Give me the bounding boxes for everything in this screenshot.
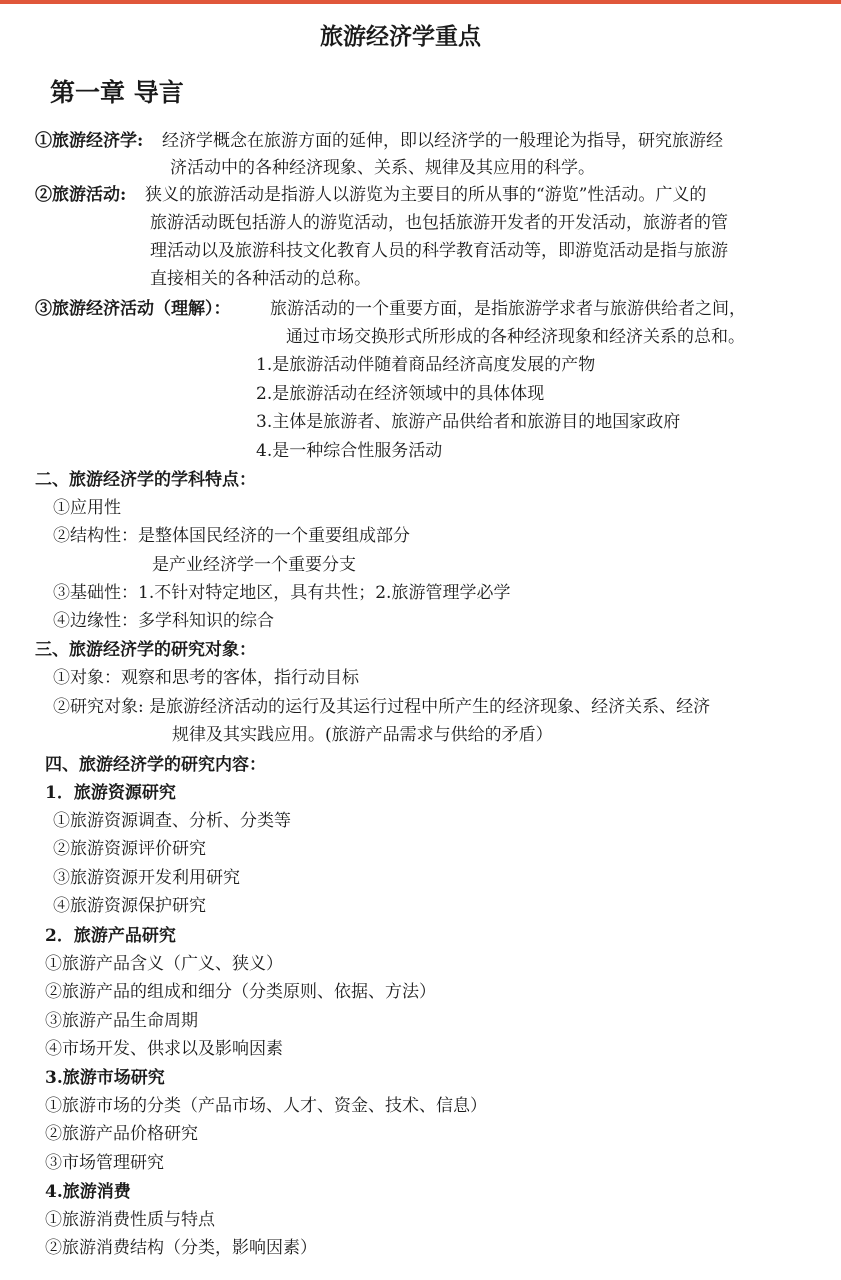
list-item: ②结构性：是整体国民经济的一个重要组成部分 xyxy=(53,526,410,546)
list-item: ③基础性：1.不针对特定地区，具有共性；2.旅游管理学必学 xyxy=(53,583,511,603)
def3-point: 1.是旅游活动伴随着商品经济高度发展的产物 xyxy=(256,355,596,375)
def2-line: 狭义的旅游活动是指游人以游览为主要目的所从事的“游览”性活动。广义的 xyxy=(145,185,707,205)
list-item: ①旅游消费性质与特点 xyxy=(45,1210,215,1230)
list-item: ③旅游产品生命周期 xyxy=(45,1011,198,1031)
section-heading: 二、旅游经济学的学科特点： xyxy=(35,470,256,490)
list-item: ②研究对象: 是旅游经济活动的运行及其运行过程中所产生的经济现象、经济关系、经济 xyxy=(53,697,711,717)
def3-point: 2.是旅游活动在经济领域中的具体体现 xyxy=(256,384,545,404)
subsection-heading: 4.旅游消费 xyxy=(45,1182,131,1202)
chapter-heading: 第一章 导言 xyxy=(50,78,184,107)
list-item: ①应用性 xyxy=(53,498,121,518)
subsection-heading: 1．旅游资源研究 xyxy=(45,783,176,803)
def3-point: 4.是一种综合性服务活动 xyxy=(256,441,443,461)
list-item: ①旅游市场的分类（产品市场、人才、资金、技术、信息） xyxy=(45,1096,487,1116)
def1-line: 济活动中的各种经济现象、关系、规律及其应用的科学。 xyxy=(170,158,595,178)
def3-term: ③旅游经济活动（理解）： xyxy=(35,299,231,319)
list-item: ①旅游产品含义（广义、狭义） xyxy=(45,954,283,974)
list-item: ④市场开发、供求以及影响因素 xyxy=(45,1039,283,1059)
list-item: ③市场管理研究 xyxy=(45,1153,164,1173)
def1-term: ①旅游经济学: xyxy=(35,131,144,151)
def3-line: 旅游活动的一个重要方面，是指旅游学求者与旅游供给者之间， xyxy=(270,299,746,319)
section-heading: 三、旅游经济学的研究对象： xyxy=(35,640,256,660)
top-accent-bar xyxy=(0,0,841,4)
def2-line: 直接相关的各种活动的总称。 xyxy=(150,269,371,289)
list-item: ②旅游产品价格研究 xyxy=(45,1124,198,1144)
subsection-heading: 3.旅游市场研究 xyxy=(45,1068,165,1088)
def2-line: 旅游活动既包括游人的游览活动，也包括旅游开发者的开发活动，旅游者的管 xyxy=(150,213,728,233)
list-item: ②旅游消费结构（分类，影响因素） xyxy=(45,1238,317,1258)
def1-line: 经济学概念在旅游方面的延伸，即以经济学的一般理论为指导，研究旅游经 xyxy=(162,131,723,151)
list-item: 规律及其实践应用。(旅游产品需求与供给的矛盾） xyxy=(172,725,553,745)
list-item: 是产业经济学一个重要分支 xyxy=(152,555,356,575)
page-title: 旅游经济学重点 xyxy=(320,23,481,50)
def2-line: 理活动以及旅游科技文化教育人员的科学教育活动等，即游览活动是指与旅游 xyxy=(150,241,728,261)
def3-line: 通过市场交换形式所形成的各种经济现象和经济关系的总和。 xyxy=(286,327,745,347)
subsection-heading: 2．旅游产品研究 xyxy=(45,926,176,946)
list-item: ①对象：观察和思考的客体，指行动目标 xyxy=(53,668,359,688)
list-item: ④边缘性：多学科知识的综合 xyxy=(53,611,274,631)
def2-term: ②旅游活动: xyxy=(35,185,127,205)
list-item: ①旅游资源调查、分析、分类等 xyxy=(53,811,291,831)
list-item: ②旅游产品的组成和细分（分类原则、依据、方法） xyxy=(45,982,436,1002)
list-item: ④旅游资源保护研究 xyxy=(53,896,206,916)
section-heading: 四、旅游经济学的研究内容： xyxy=(45,755,266,775)
def3-point: 3.主体是旅游者、旅游产品供给者和旅游目的地国家政府 xyxy=(256,412,681,432)
list-item: ③旅游资源开发利用研究 xyxy=(53,868,240,888)
list-item: ②旅游资源评价研究 xyxy=(53,839,206,859)
